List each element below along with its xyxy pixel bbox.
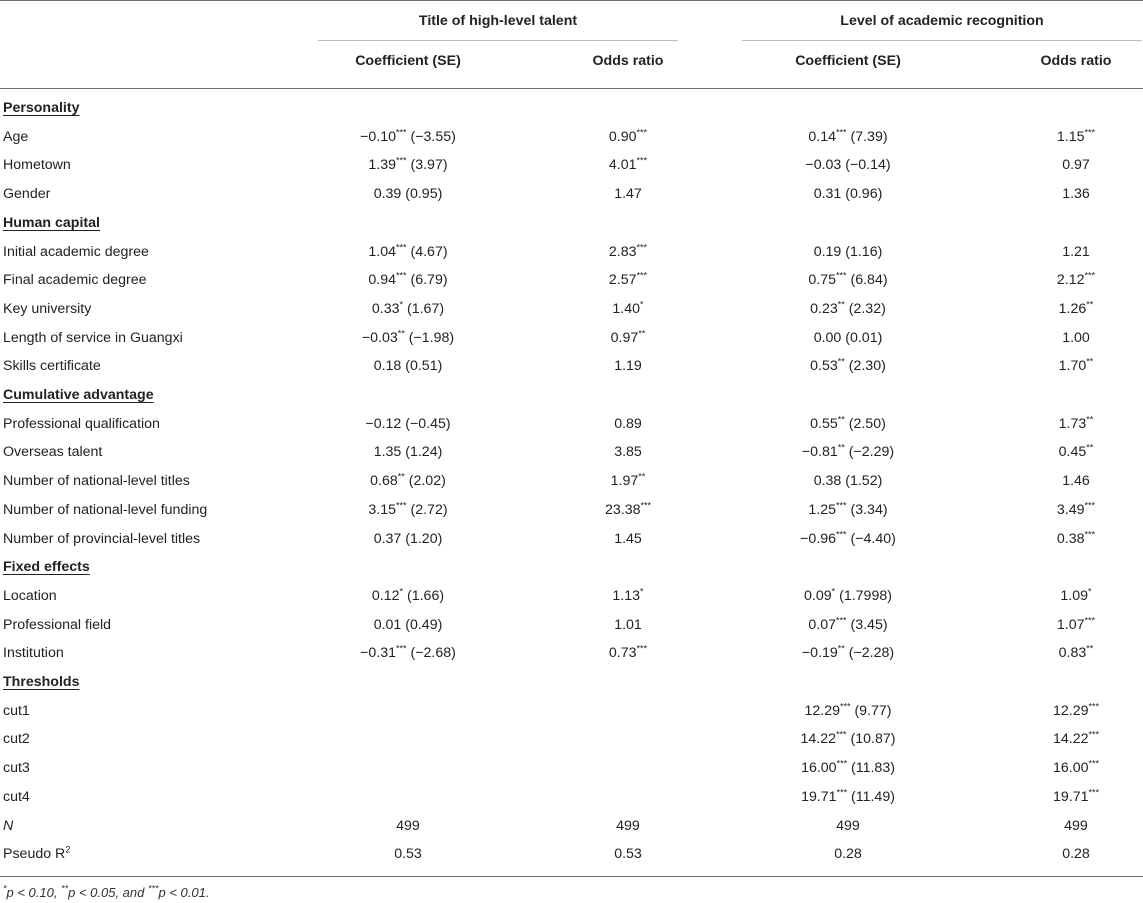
col-header-coefficient-1: Coefficient (SE) <box>355 53 461 69</box>
row-label: Number of provincial-level titles <box>3 531 201 547</box>
table-cell: 0.37 (1.20) <box>373 531 443 547</box>
row-label: Age <box>3 129 29 145</box>
table-cell: 0.53 <box>614 846 642 862</box>
table-cell: −0.10*** (−3.55) <box>360 127 456 145</box>
table-cell: 0.68** (2.02) <box>370 471 446 489</box>
table-cell: 0.12* (1.66) <box>371 586 445 604</box>
table-cell: −0.12 (−0.45) <box>365 416 451 432</box>
section-heading: Personality <box>3 100 80 116</box>
table-cell: 0.89 <box>614 416 642 432</box>
table-cell: 12.29*** (9.77) <box>804 701 892 719</box>
bottom-rule <box>0 876 1143 877</box>
table-cell: 499 <box>836 818 860 834</box>
table-cell: 16.00*** (11.83) <box>801 758 895 776</box>
row-label: Professional qualification <box>3 416 160 432</box>
table-cell: 14.22*** <box>1052 729 1100 747</box>
table-cell: 0.53 <box>394 846 422 862</box>
group-header-academic-recognition: Level of academic recognition <box>840 13 1044 29</box>
table-cell: 3.49*** <box>1056 500 1096 518</box>
table-cell: 4.01*** <box>608 155 648 173</box>
top-rule <box>0 0 1143 1</box>
section-heading: Fixed effects <box>3 559 90 575</box>
section-heading: Cumulative advantage <box>3 387 154 403</box>
table-cell: 1.40* <box>612 299 644 317</box>
table-cell: 1.25*** (3.34) <box>808 500 888 518</box>
header-rule <box>0 88 1143 89</box>
table-cell: 1.97** <box>610 471 646 489</box>
table-cell: 1.01 <box>614 617 642 633</box>
table-cell: 2.57*** <box>608 270 648 288</box>
footnote: *p < 0.10, **p < 0.05, and ***p < 0.01. <box>3 883 210 900</box>
table-cell: 0.18 (0.51) <box>373 358 443 374</box>
table-cell: 0.14*** (7.39) <box>808 127 888 145</box>
group-header-high-level-talent: Title of high-level talent <box>418 13 578 29</box>
table-cell: 1.07*** <box>1056 615 1096 633</box>
table-cell: 0.75*** (6.84) <box>808 270 888 288</box>
table-cell: 0.28 <box>1062 846 1090 862</box>
row-label: cut3 <box>3 760 30 776</box>
row-label: Pseudo $R^2$ <box>3 844 71 862</box>
table-cell: 0.90*** <box>608 127 648 145</box>
table-cell: 1.09* <box>1060 586 1092 604</box>
table-cell: 1.39*** (3.97) <box>368 155 448 173</box>
table-cell: 19.71*** <box>1052 787 1100 805</box>
row-label: Overseas talent <box>3 444 103 460</box>
row-label: Gender <box>3 186 51 202</box>
table-cell: 1.13* <box>612 586 644 604</box>
table-cell: 1.35 (1.24) <box>373 444 443 460</box>
row-label: Key university <box>3 301 92 317</box>
table-cell: 1.36 <box>1062 186 1090 202</box>
row-label: Length of service in Guangxi <box>3 330 183 346</box>
table-cell: 23.38*** <box>604 500 652 518</box>
row-label: cut4 <box>3 789 30 805</box>
section-heading: Thresholds <box>3 674 80 690</box>
table-cell: 1.00 <box>1062 330 1090 346</box>
table-cell: 1.04*** (4.67) <box>368 242 448 260</box>
col-header-odds-1: Odds ratio <box>592 53 664 69</box>
col-header-coefficient-2: Coefficient (SE) <box>795 53 901 69</box>
row-label: Initial academic degree <box>3 244 149 260</box>
table-cell: 499 <box>396 818 420 834</box>
table-cell: −0.31*** (−2.68) <box>360 643 456 661</box>
table-cell: 2.83*** <box>608 242 648 260</box>
table-cell: 1.15*** <box>1056 127 1096 145</box>
table-cell: 0.97** <box>610 328 646 346</box>
table-cell: −0.03 (−0.14) <box>805 157 891 173</box>
table-cell: 19.71*** (11.49) <box>801 787 895 805</box>
table-cell: 0.73*** <box>608 643 648 661</box>
table-cell: −0.03** (−1.98) <box>361 328 455 346</box>
row-label: Hometown <box>3 157 71 173</box>
table-cell: 0.19 (1.16) <box>813 244 883 260</box>
table-cell: 12.29*** <box>1052 701 1100 719</box>
table-cell: 499 <box>616 818 640 834</box>
table-cell: 1.70** <box>1058 356 1094 374</box>
table-cell: 0.09* (1.7998) <box>804 586 892 604</box>
table-cell: 1.45 <box>614 531 642 547</box>
row-label: cut2 <box>3 731 30 747</box>
table-cell: 0.23** (2.32) <box>810 299 886 317</box>
row-label: N <box>3 818 14 834</box>
table-cell: −0.19** (−2.28) <box>801 643 895 661</box>
table-cell: 0.55** (2.50) <box>810 414 886 432</box>
row-label: Professional field <box>3 617 112 633</box>
table-cell: 0.38 (1.52) <box>813 473 883 489</box>
table-cell: 1.21 <box>1062 244 1090 260</box>
table-cell: 0.38*** <box>1056 529 1096 547</box>
table-cell: 1.47 <box>614 186 642 202</box>
table-cell: 0.31 (0.96) <box>813 186 883 202</box>
table-cell: 0.94*** (6.79) <box>368 270 448 288</box>
row-label: Location <box>3 588 57 604</box>
table-cell: 1.26** <box>1058 299 1094 317</box>
table-cell: 1.46 <box>1062 473 1090 489</box>
section-heading: Human capital <box>3 215 100 231</box>
table-cell: 2.12*** <box>1056 270 1096 288</box>
table-cell: 499 <box>1064 818 1088 834</box>
table-cell: 3.85 <box>614 444 642 460</box>
table-cell: 1.73** <box>1058 414 1094 432</box>
row-label: Final academic degree <box>3 272 147 288</box>
table-cell: 3.15*** (2.72) <box>368 500 448 518</box>
row-label: cut1 <box>3 703 30 719</box>
table-cell: 0.53** (2.30) <box>810 356 886 374</box>
group-rule-left <box>318 40 678 41</box>
table-cell: 0.01 (0.49) <box>373 617 443 633</box>
table-cell: 0.83** <box>1058 643 1094 661</box>
table-cell: 0.28 <box>834 846 862 862</box>
table-cell: −0.96*** (−4.40) <box>800 529 896 547</box>
table-cell: 1.19 <box>614 358 642 374</box>
table-cell: 0.39 (0.95) <box>373 186 443 202</box>
col-header-odds-2: Odds ratio <box>1040 53 1112 69</box>
row-label: Number of national-level titles <box>3 473 190 489</box>
row-label: Number of national-level funding <box>3 502 208 518</box>
table-cell: 0.00 (0.01) <box>813 330 883 346</box>
group-rule-right <box>742 40 1142 41</box>
table-cell: 0.45** <box>1058 442 1094 460</box>
row-label: Institution <box>3 645 64 661</box>
table-cell: −0.81** (−2.29) <box>801 442 895 460</box>
table-cell: 0.33* (1.67) <box>371 299 445 317</box>
table-cell: 16.00*** <box>1052 758 1100 776</box>
table-cell: 14.22*** (10.87) <box>800 729 896 747</box>
table-cell: 0.97 <box>1062 157 1090 173</box>
row-label: Skills certificate <box>3 358 101 374</box>
table-cell: 0.07*** (3.45) <box>808 615 888 633</box>
